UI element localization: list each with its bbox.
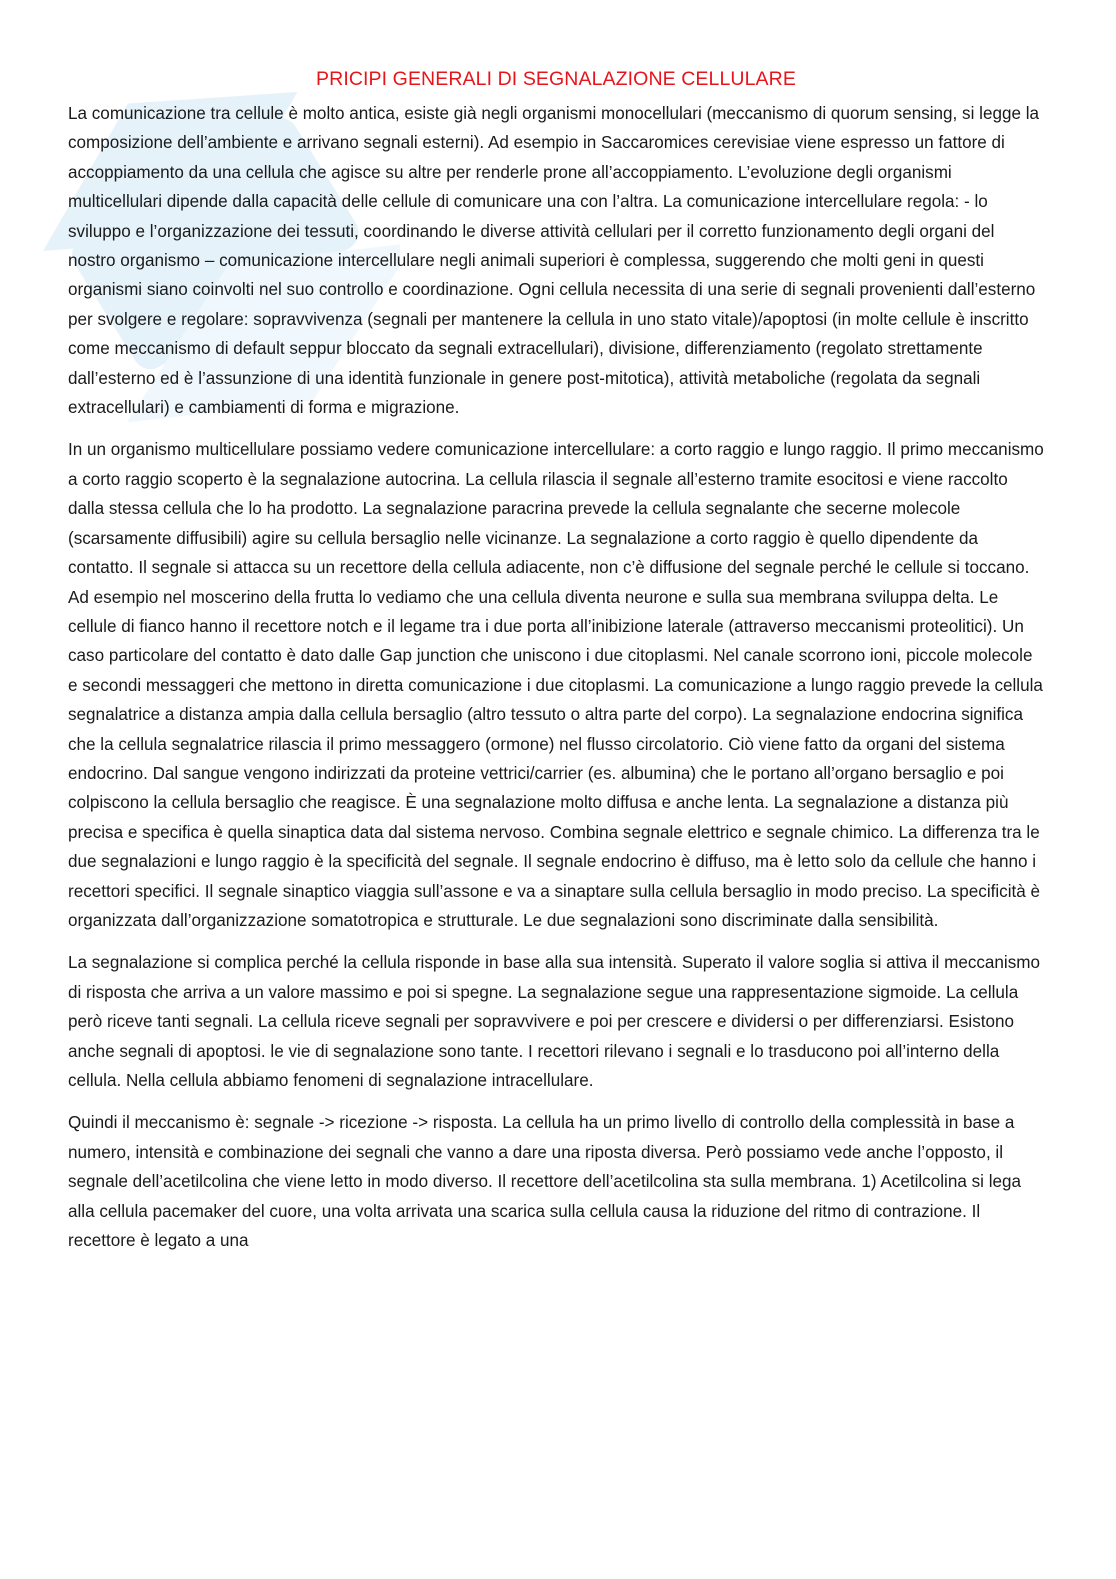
paragraph-1: La comunicazione tra cellule è molto antica, esiste già negli organismi monocellulari (meccanismo di quorum sensing, si legge la composizione dell’ambiente e arrivano segnali esterni). Ad esempio in Saccaromices cerevisiae viene espresso un fattore di accoppiamento da una cellula che agisce su altre per renderle prone all’accoppiamento. L’evoluzione degli organismi multicellulari dipende dalla capacità delle cellule di comunicare una con l’altra. La comunicazione intercellulare regola: - lo sviluppo e l’organizzazione dei tessuti, coordinando le diverse attività cellulari per il corretto funzionamento degli organi del nostro organismo – comunicazione intercellulare negli animali superiori è complessa, suggerendo che molti geni in questi organismi siano coinvolti nel suo controllo e coordinazione. Ogni cellula necessita di una serie di segnali provenienti dall’esterno per svolgere e regolare: sopravvivenza (segnali per mantenere la cellula in uno stato vitale)/apoptosi (in molte cellule è inscritto come meccanismo di default seppur bloccato da segnali extracellulari), divisione, differenziamento (regolato strettamente dall’esterno ed è l’assunzione di una identità funzionale in genere post-mitotica), attività metaboliche (regolata da segnali extracellulari) e cambiamenti di forma e migrazione. — [68, 104, 1040, 418]
paragraph-2: In un organismo multicellulare possiamo vedere comunicazione intercellulare: a corto raggio e lungo raggio. Il primo meccanismo a corto raggio scoperto è la segnalazione autocrina. La cellula rilascia il segnale all’esterno tramite esocitosi e viene raccolto dalla stessa cellula che lo ha prodotto. La segnalazione paracrina prevede la cellula segnalante che secerne molecole (scarsamente diffusibili) agire su cellula bersaglio nelle vicinanze. La segnalazione a corto raggio è quello dipendente da contatto. Il segnale si attacca su un recettore della cellula adiacente, non c’è diffusione del segnale perché le cellule si toccano. Ad esempio nel moscerino della frutta lo vediamo che una cellula diventa neurone e sulla sua membrana sviluppa delta. Le cellule di fianco hanno il recettore notch e il legame tra i due porta all’inibizione laterale (attraverso meccanismi proteolitici). Un caso particolare del contatto è dato dalle Gap junction che uniscono i due citoplasmi. Nel canale scorrono ioni, piccole molecole e secondi messaggeri che mettono in diretta comunicazione i due citoplasmi. La comunicazione a lungo raggio prevede la cellula segnalatrice a distanza ampia dalla cellula bersaglio (altro tessuto o altra parte del corpo). La segnalazione endocrina significa che la cellula segnalatrice rilascia il primo messaggero (ormone) nel flusso circolatorio. Ciò viene fatto da organi del sistema endocrino. Dal sangue vengono indirizzati da proteine vettrici/carrier (es. albumina) che le portano all’organo bersaglio e poi colpiscono la cellula bersaglio che reagisce. È una segnalazione molto diffusa e anche lenta. La segnalazione a distanza più precisa e specifica è quella sinaptica data dal sistema nervoso. Combina segnale elettrico e segnale chimico. La differenza tra le due segnalazioni e lungo raggio è la specificità del segnale. Il segnale endocrino è diffuso, ma è letto solo da cellule che hanno i recettori specifici. Il segnale sinaptico viaggia sull’assone e va a sinaptare sulla cellula bersaglio in modo preciso. La specificità è organizzata dall’organizzazione somatotropica e strutturale. Le due segnalazioni sono discriminate dalla sensibilità. — [68, 440, 1044, 930]
document-title: PRICIPI GENERALI DI SEGNALAZIONE CELLULARE — [316, 68, 796, 90]
paragraph-4: Quindi il meccanismo è: segnale -> ricezione -> risposta. La cellula ha un primo livello di controllo della complessità in base a numero, intensità e combinazione dei segnali che vanno a dare una riposta diversa. Però possiamo vede anche l’opposto, il segnale dell’acetilcolina che viene letto in modo diverso. Il recettore dell’acetilcolina sta sulla membrana. 1) Acetilcolina si lega alla cellula pacemaker del cuore, una volta arrivata una scarica sulla cellula causa la riduzione del ritmo di contrazione. Il recettore è legato a una — [68, 1113, 1022, 1251]
paragraph-3: La segnalazione si complica perché la cellula risponde in base alla sua intensità. Superato il valore soglia si attiva il meccanismo di risposta che arriva a un valore massimo e poi si spegne. La segnalazione segue una rappresentazione sigmoide. La cellula però riceve tanti segnali. La cellula riceve segnali per sopravvivere e poi per crescere e dividersi o per differenziarsi. Esistono anche segnali di apoptosi. le vie di segnalazione sono tante. I recettori rilevano i segnali e lo trasducono poi all’interno della cellula. Nella cellula abbiamo fenomeni di segnalazione intracellulare. — [68, 953, 1041, 1090]
document-body — [68, 68, 1044, 1268]
